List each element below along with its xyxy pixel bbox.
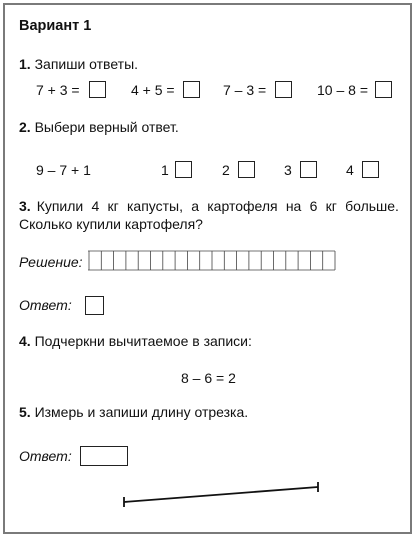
task-3-number: 3. <box>19 198 31 214</box>
task-1-answer-box-2[interactable] <box>183 81 200 98</box>
task-1-text: Запиши ответы. <box>34 56 139 72</box>
task-1-answer-box-1[interactable] <box>89 81 106 98</box>
task-3-solution-label: Решение: <box>19 254 83 270</box>
task-2-expression: 9 – 7 + 1 <box>36 162 91 178</box>
task-2-option-label-2: 2 <box>222 162 230 178</box>
task-2-option-box-2[interactable] <box>238 161 255 178</box>
task-3-word: Купили <box>36 198 84 214</box>
variant-title: Вариант 1 <box>19 18 92 34</box>
task-5-answer-box[interactable] <box>80 446 128 466</box>
task-1-number: 1. <box>19 56 31 72</box>
task-3-solution-grid[interactable] <box>88 250 336 272</box>
grid-ticks <box>89 251 335 270</box>
task-1-expr-3: 7 – 3 = <box>223 82 267 98</box>
task-3-text-line-2: Сколько купили картофеля? <box>19 216 203 232</box>
task-1-expr-1: 7 + 3 = <box>36 82 80 98</box>
task-4-number: 4. <box>19 333 31 349</box>
task-3-word: кг <box>325 198 337 214</box>
task-4-expression: 8 – 6 = 2 <box>181 370 236 386</box>
task-3-word: больше. <box>345 198 399 214</box>
task-5-text: Измерь и запиши длину отрезка. <box>34 404 249 420</box>
task-4-heading <box>19 333 252 349</box>
task-1-answer-box-3[interactable] <box>275 81 292 98</box>
task-3-answer-box[interactable] <box>85 296 104 315</box>
segment-line <box>124 487 318 502</box>
task-5-segment <box>118 480 326 510</box>
task-2-option-box-4[interactable] <box>362 161 379 178</box>
task-2-option-box-3[interactable] <box>300 161 317 178</box>
task-1-expr-2: 4 + 5 = <box>131 82 175 98</box>
task-3-word: 6 <box>309 198 318 214</box>
task-3-text-line-1-wrap <box>37 198 399 214</box>
task-3-word: а <box>191 198 200 214</box>
task-3-word: на <box>285 198 302 214</box>
task-3-line-1 <box>19 198 399 214</box>
task-3-text-line-1-words <box>37 198 399 214</box>
task-5-answer-label: Ответ: <box>19 448 72 464</box>
task-1-heading <box>19 56 138 72</box>
task-4-text: Подчеркни вычитаемое в записи: <box>34 333 252 349</box>
task-3-word: картофеля <box>207 198 278 214</box>
task-2-text: Выбери верный ответ. <box>34 119 179 135</box>
task-2-option-label-3: 3 <box>284 162 292 178</box>
task-3-answer-label: Ответ: <box>19 297 72 313</box>
task-3-word: кг <box>107 198 119 214</box>
task-1-expr-4: 10 – 8 = <box>317 82 368 98</box>
task-5-number: 5. <box>19 404 31 420</box>
task-2-number: 2. <box>19 119 31 135</box>
task-2-heading <box>19 119 179 135</box>
task-5-heading <box>19 404 248 420</box>
task-3-word: 4 <box>91 198 100 214</box>
task-2-option-box-1[interactable] <box>175 161 192 178</box>
task-2-option-label-4: 4 <box>346 162 354 178</box>
task-3-word: капусты, <box>126 198 183 214</box>
task-2-option-label-1: 1 <box>161 162 169 178</box>
task-3-heading <box>19 198 399 232</box>
task-1-answer-box-4[interactable] <box>375 81 392 98</box>
